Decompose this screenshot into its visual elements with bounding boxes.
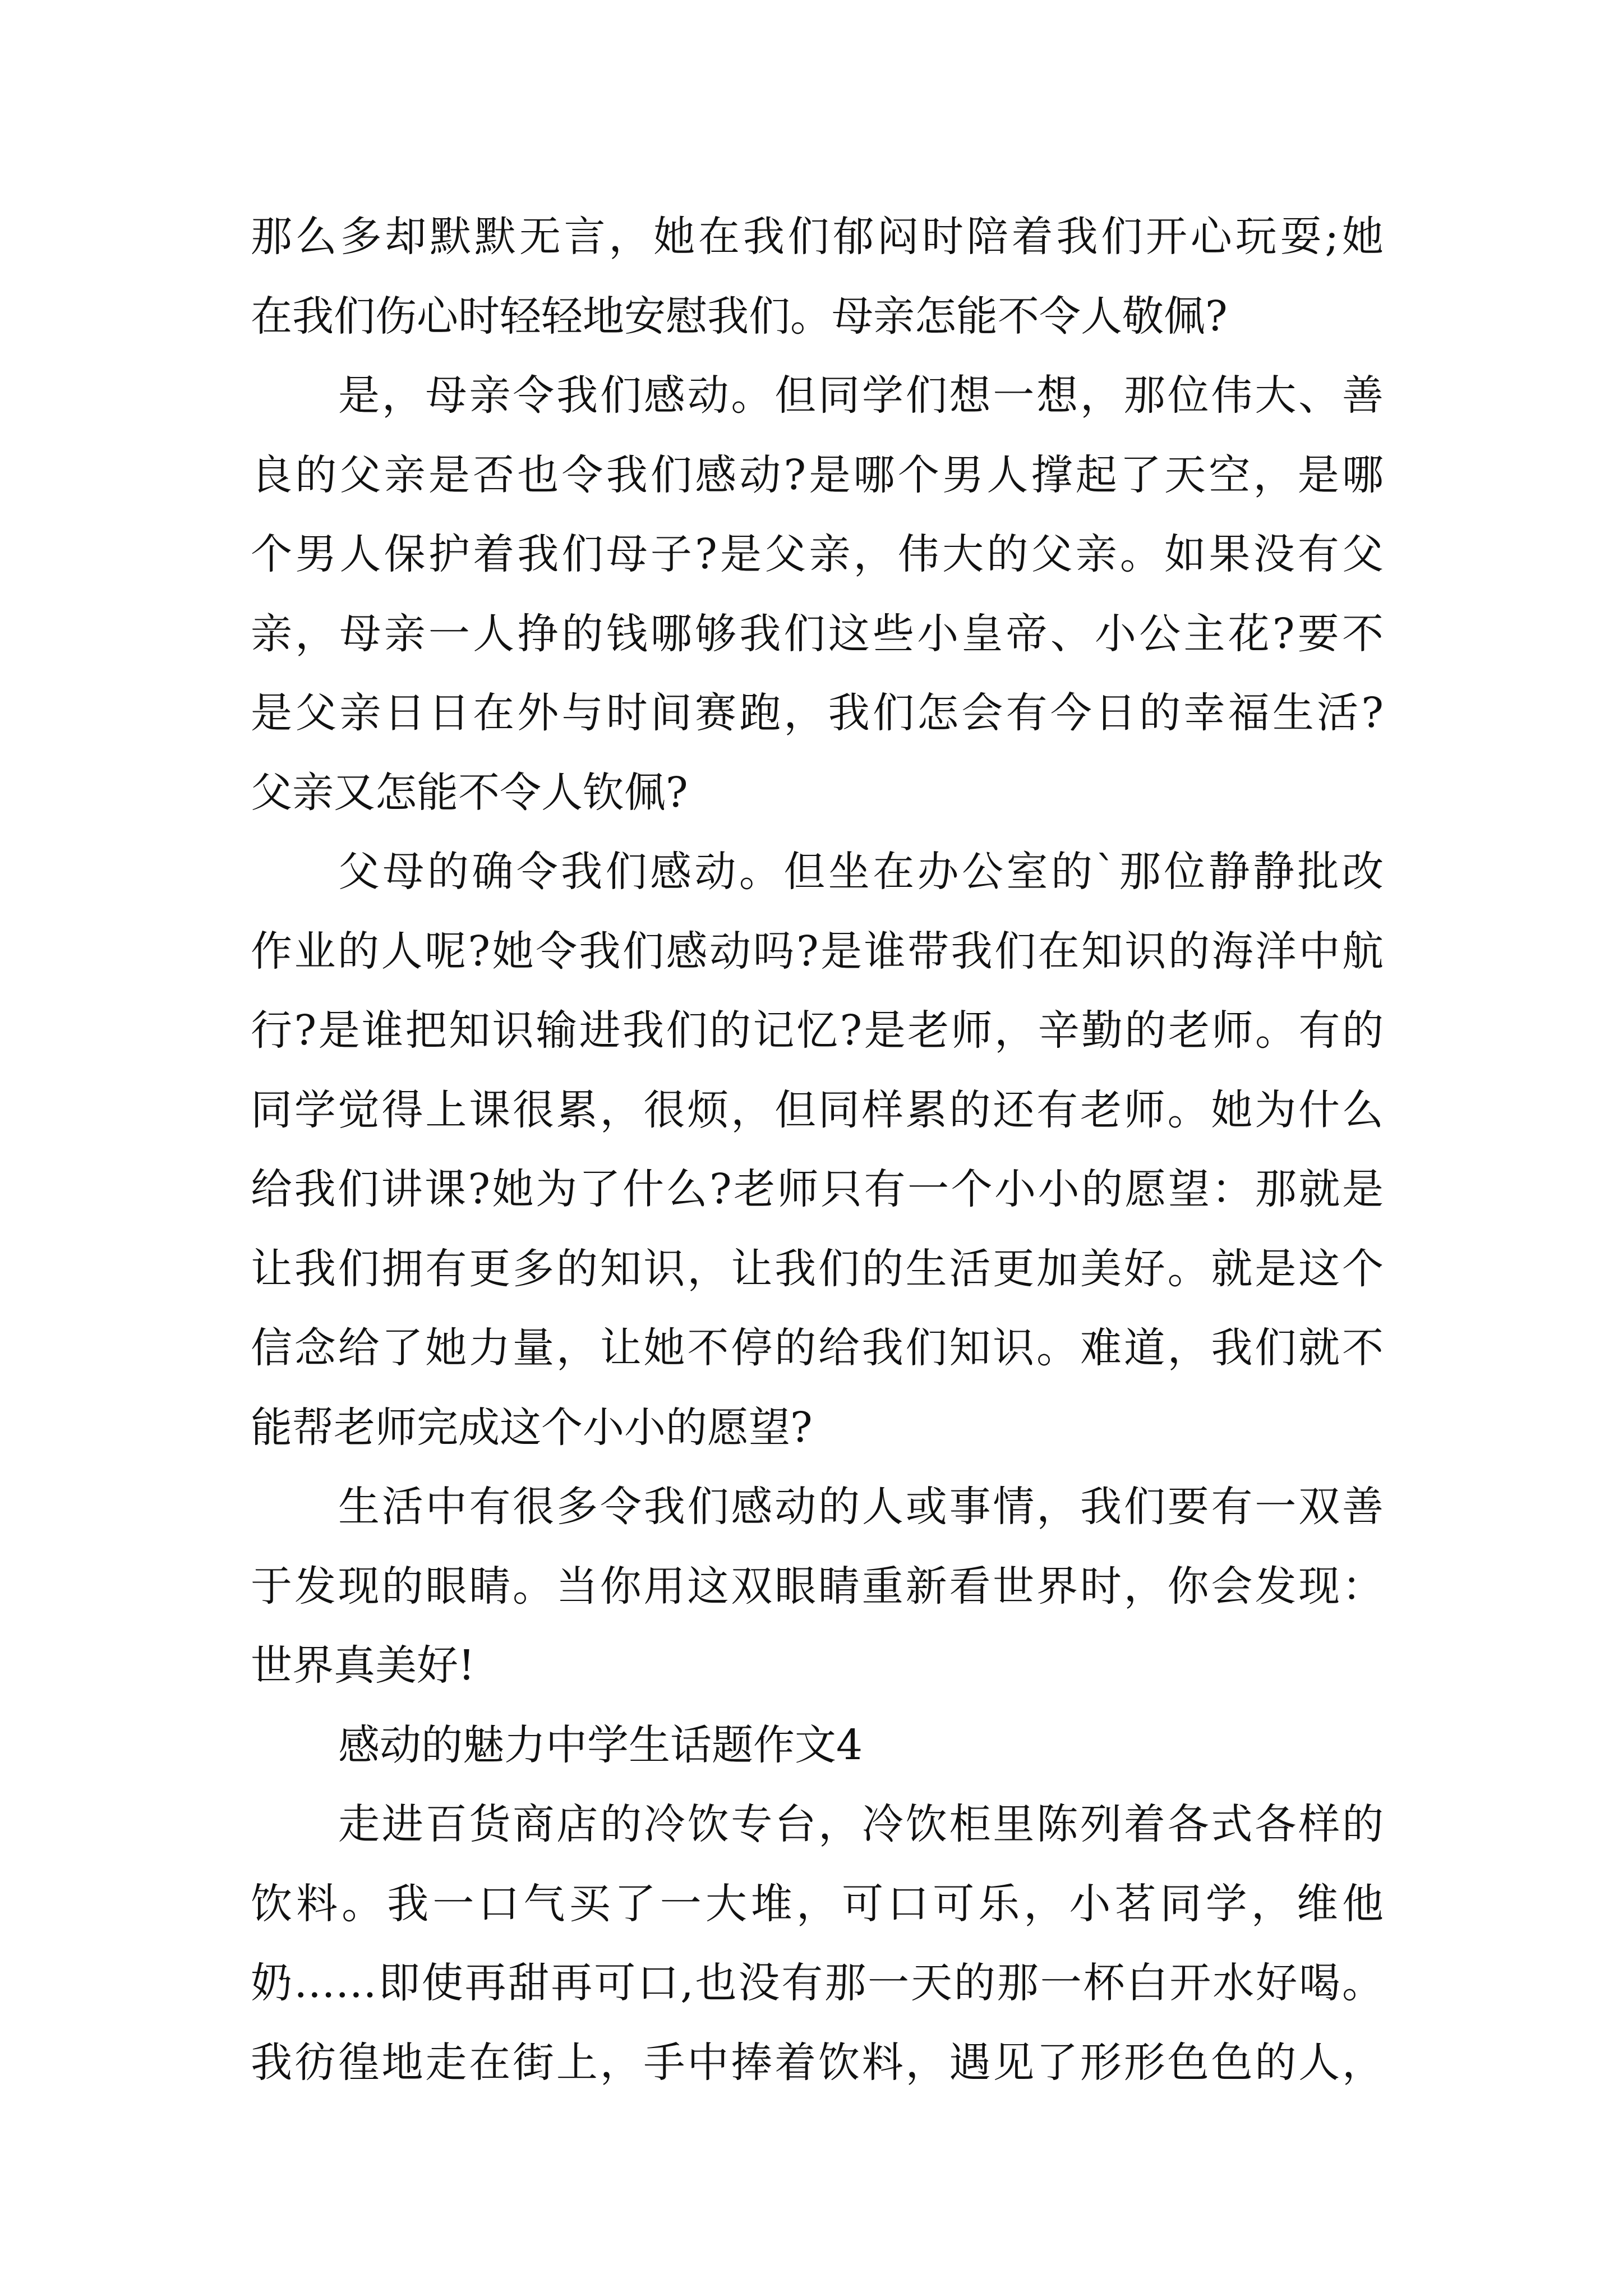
paragraph-first-line: 父母的确令我们感动。但坐在办公室的`那位静静批改 xyxy=(338,848,1384,896)
text-line: 于发现的眼睛。当你用这双眼睛重新看世界时，你会发现： xyxy=(251,1562,1384,1611)
text-line: 作业的人呢?她令我们感动吗?是谁带我们在知识的海洋中航 xyxy=(251,927,1384,976)
text-line: 个男人保护着我们母子?是父亲，伟大的父亲。如果没有父 xyxy=(251,530,1384,578)
text-line: 良的父亲是否也令我们感动?是哪个男人撑起了天空，是哪 xyxy=(251,450,1384,499)
article-body xyxy=(251,197,1384,2102)
text-line: 在我们伤心时轻轻地安慰我们。母亲怎能不令人敬佩? xyxy=(251,292,1228,341)
paragraph-first-line: 走进百货商店的冷饮专台，冷饮柜里陈列着各式各样的 xyxy=(338,1800,1384,1848)
text-line: 行?是谁把知识输进我们的记忆?是老师，辛勤的老师。有的 xyxy=(251,1006,1384,1055)
text-line: 饮料。我一口气买了一大堆，可口可乐，小茗同学，维他 xyxy=(251,1879,1384,1928)
text-line: 父亲又怎能不令人钦佩? xyxy=(251,768,688,817)
paragraph-first-line: 是，母亲令我们感动。但同学们想一想，那位伟大、善 xyxy=(338,371,1384,420)
text-line: 亲，母亲一人挣的钱哪够我们这些小皇帝、小公主花?要不 xyxy=(251,609,1384,658)
text-line: 让我们拥有更多的知识，让我们的生活更加美好。就是这个 xyxy=(251,1244,1384,1293)
text-line: 能帮老师完成这个小小的愿望? xyxy=(251,1403,813,1452)
paragraph-first-line: 感动的魅力中学生话题作文4 xyxy=(338,1720,863,1769)
text-line: 同学觉得上课很累，很烦，但同样累的还有老师。她为什么 xyxy=(251,1085,1384,1134)
text-line: 是父亲日日在外与时间赛跑，我们怎会有今日的幸福生活? xyxy=(251,689,1384,737)
text-line: 世界真美好! xyxy=(251,1641,475,1690)
text-line: 给我们讲课?她为了什么?老师只有一个小小的愿望：那就是 xyxy=(251,1165,1384,1213)
text-line: 奶……即使再甜再可口,也没有那一天的那一杯白开水好喝。 xyxy=(251,1959,1384,2007)
text-line: 我彷徨地走在街上，手中捧着饮料，遇见了形形色色的人， xyxy=(251,2038,1384,2087)
text-line: 信念给了她力量，让她不停的给我们知识。难道，我们就不 xyxy=(251,1324,1384,1372)
text-line: 那么多却默默无言，她在我们郁闷时陪着我们开心玩耍;她 xyxy=(251,213,1384,261)
paragraph-first-line: 生活中有很多令我们感动的人或事情，我们要有一双善 xyxy=(338,1483,1384,1531)
